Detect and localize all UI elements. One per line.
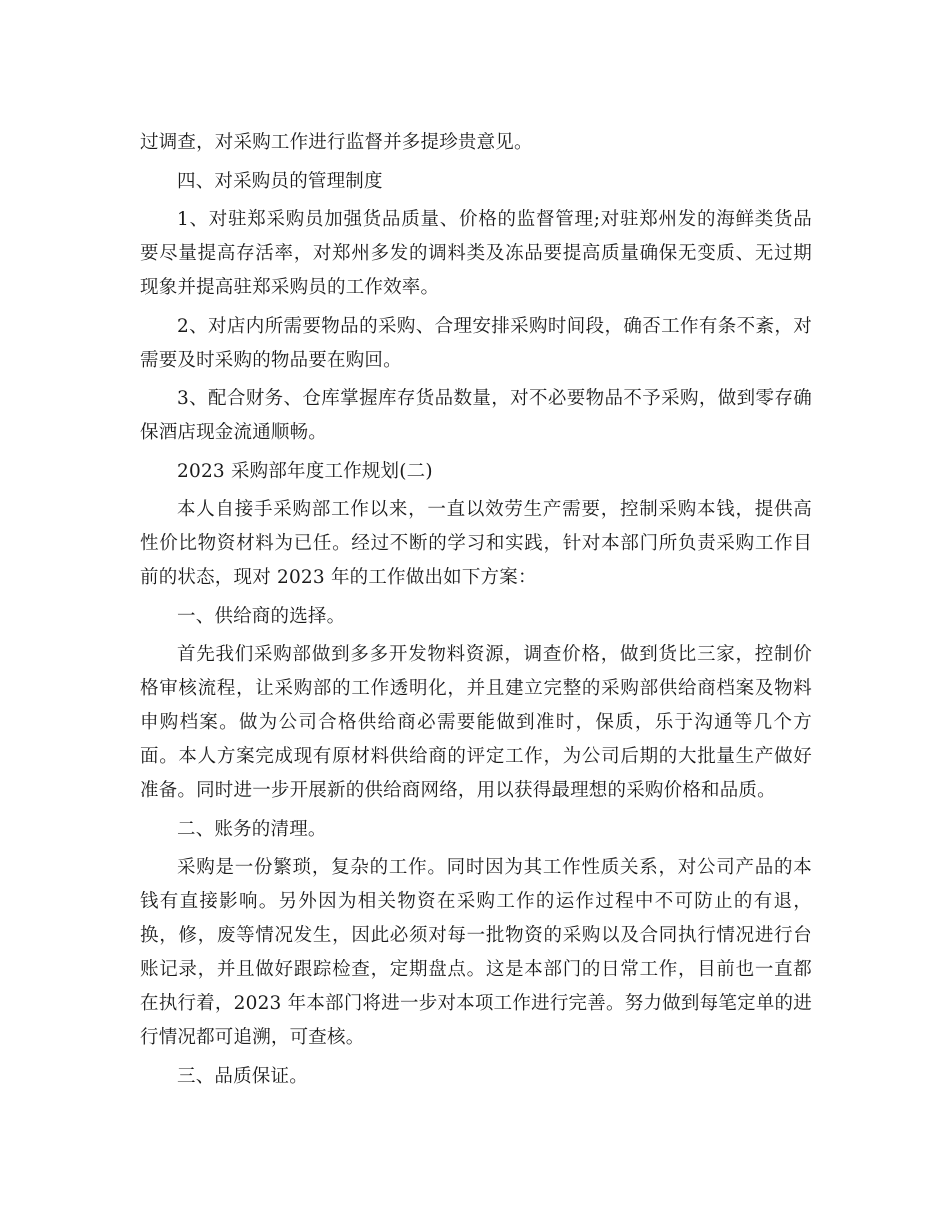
section-heading-quality: 三、品质保证。 — [177, 1065, 308, 1087]
document-body — [140, 126, 812, 1098]
paragraph-supplier-selection: 首先我们采购部做到多多开发物料资源，调查价格，做到货比三家，控制价格审核流程，让采购部的工作透明化，并且建立完整的采购部供给商档案及物料申购档案。做为公司合格供给商必需要能做到准时，保质，乐于沟通等几个方面。本人方案完成现有原材料供给商的评定工作，为公司后期的大批量生产做好准备。同时进一步开展新的供给商网络，用以获得最理想的采购价格和品质。 — [140, 644, 812, 801]
paragraph-item-1: 1、对驻郑采购员加强货品质量、价格的监督管理;对驻郑州发的海鲜类货品要尽量提高存活率，对郑州多发的调料类及冻品要提高质量确保无变质、无过期现象并提高驻郑采购员的工作效率。 — [140, 209, 812, 298]
section-heading-accounts: 二、账务的清理。 — [177, 818, 327, 840]
section-heading-purchaser-management: 四、对采购员的管理制度 — [177, 170, 383, 192]
section-heading-supplier-selection: 一、供给商的选择。 — [177, 605, 346, 627]
document-subtitle: 2023 采购部年度工作规划(二) — [177, 460, 433, 482]
paragraph-intro: 本人自接手采购部工作以来，一直以效劳生产需要，控制采购本钱，提供高性价比物资材料为已任。经过不断的学习和实践，针对本部门所负责采购工作目前的状态，现对 2023 年的工作做出如下方案： — [140, 499, 812, 588]
paragraph-item-3: 3、配合财务、仓库掌握库存货品数量，对不必要物品不予采购，做到零存确保酒店现金流通顺畅。 — [140, 388, 812, 443]
paragraph-continuation: 过调查，对采购工作进行监督并多提珍贵意见。 — [140, 132, 533, 153]
paragraph-item-2: 2、对店内所需要物品的采购、合理安排采购时间段，确否工作有条不紊，对需要及时采购的物品要在购回。 — [140, 315, 812, 371]
paragraph-accounts: 采购是一份繁琐，复杂的工作。同时因为其工作性质关系，对公司产品的本钱有直接影响。另外因为相关物资在采购工作的运作过程中不可防止的有退，换，修，废等情况发生，因此必须对每一批物资的采购以及合同执行情况进行台账记录，并且做好跟踪检查，定期盘点。这是本部门的日常工作，目前也一直都在执行着，2023 年本部门将进一步对本项工作进行完善。努力做到每笔定单的进行情况都可追溯，可查核。 — [140, 857, 812, 1048]
